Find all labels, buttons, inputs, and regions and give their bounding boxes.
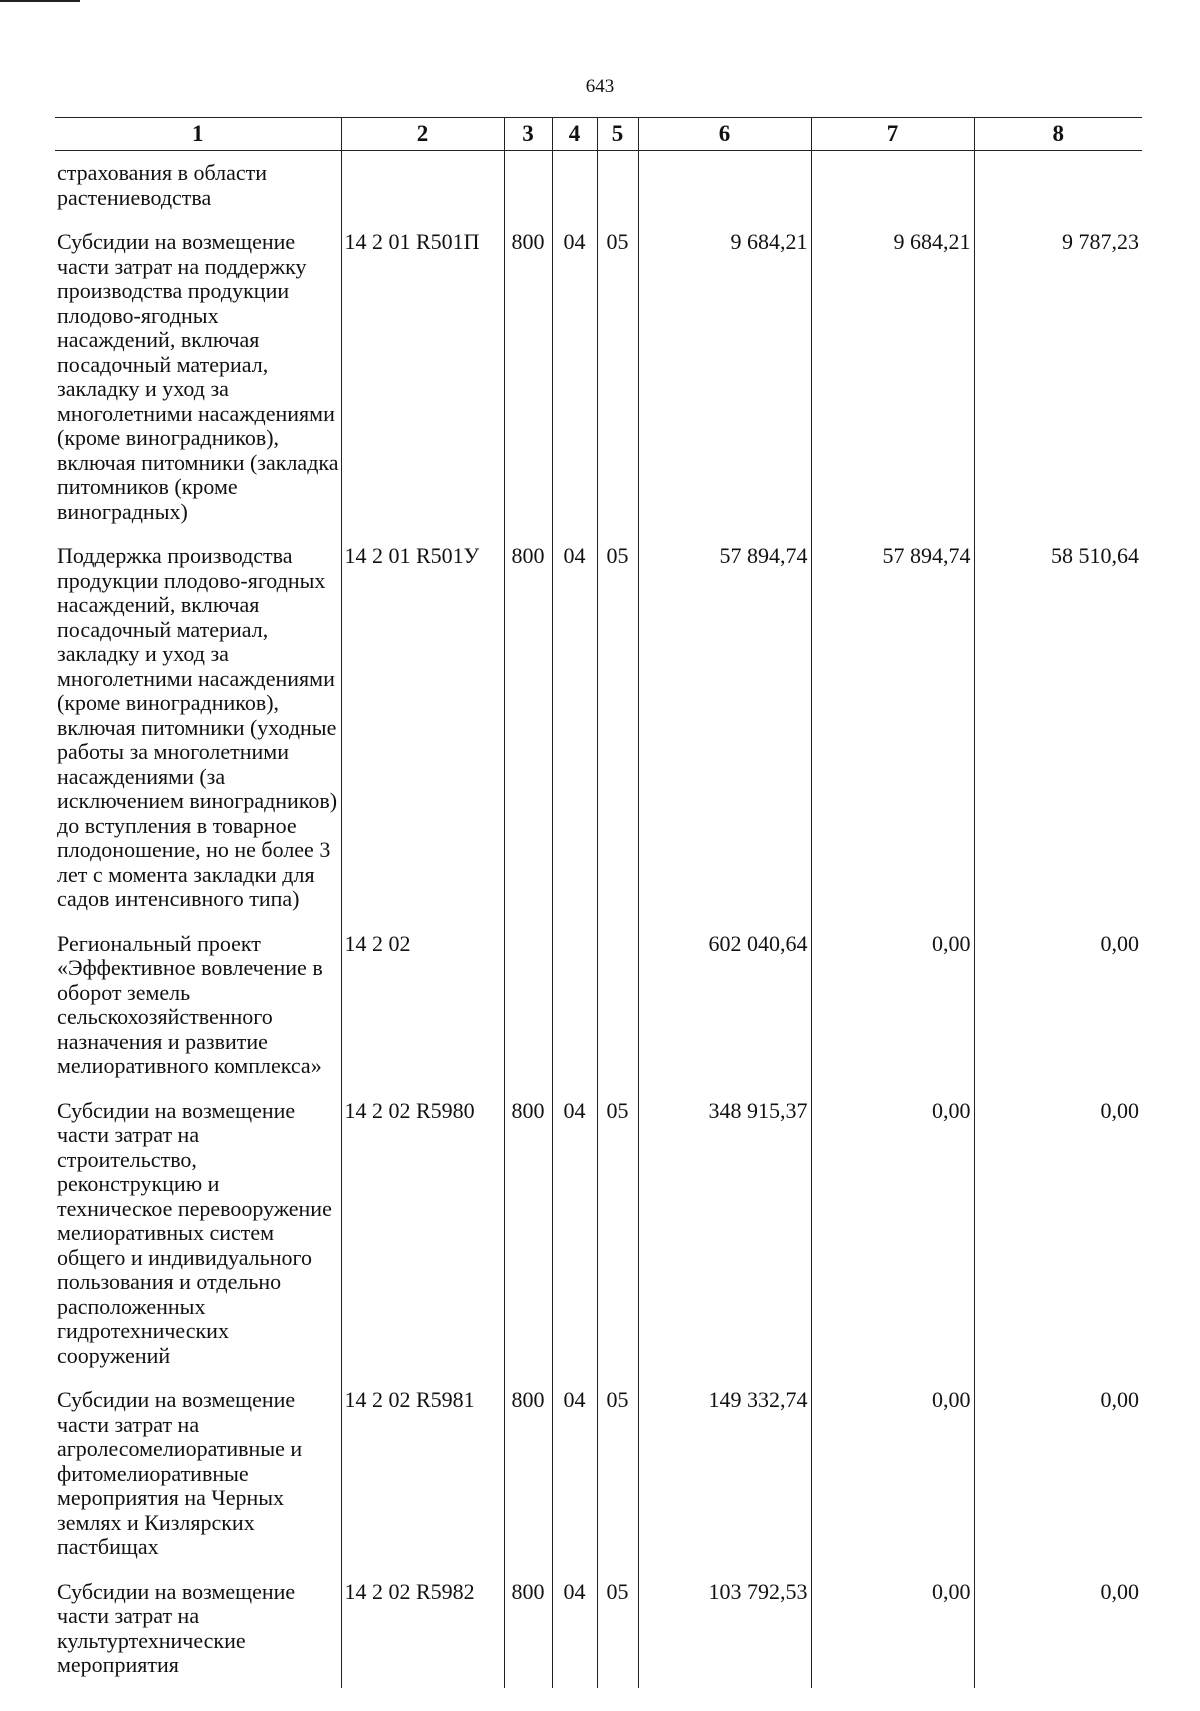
table-header-row (55, 118, 1142, 151)
row-c4: 04 (552, 1099, 597, 1389)
table-row (55, 1388, 1142, 1580)
row-c7: 0,00 (811, 1388, 974, 1580)
table-row (55, 230, 1142, 544)
column-header: 2 (341, 118, 504, 151)
row-c6: 9 684,21 (638, 230, 811, 544)
row-c4: 04 (552, 1580, 597, 1688)
row-c7: 9 684,21 (811, 230, 974, 544)
row-code: 14 2 02 R5980 (341, 1099, 504, 1389)
row-code: 14 2 01 R501У (341, 544, 504, 932)
row-name: страхования в области растениеводства (57, 160, 268, 210)
column-header: 6 (638, 118, 811, 151)
row-c7: 0,00 (811, 1099, 974, 1389)
row-code: 14 2 02 R5981 (341, 1388, 504, 1580)
row-c4: 04 (552, 230, 597, 544)
row-c8: 58 510,64 (974, 544, 1142, 932)
row-c3: 800 (504, 1580, 552, 1688)
table-row (55, 1099, 1142, 1389)
row-name: Субсидии на возмещение части затрат на строительство, реконструкцию и техническое перевооружение мелиоративных систем общего и индивидуального пользования и отдельно расположенных гидротехнических сооружений (57, 1097, 332, 1368)
row-c6: 57 894,74 (638, 544, 811, 932)
row-code: 14 2 01 R501П (341, 230, 504, 544)
row-c6: 602 040,64 (638, 932, 811, 1099)
row-code (341, 151, 504, 231)
row-c3: 800 (504, 1099, 552, 1389)
column-header: 7 (811, 118, 974, 151)
row-c5 (597, 151, 638, 231)
row-c8: 0,00 (974, 932, 1142, 1099)
row-c7: 57 894,74 (811, 544, 974, 932)
budget-table (55, 117, 1142, 1688)
row-c5: 05 (597, 1580, 638, 1688)
row-code: 14 2 02 R5982 (341, 1580, 504, 1688)
row-c3 (504, 151, 552, 231)
row-name: Поддержка производства продукции плодово-ягодных насаждений, включая посадочный материал, закладку и уход за многолетними насаждениями (кроме виноградников), включая питомники (уходные работы за многолетними насаждениями (за исключением виноградников) до вступления в товарное плодоношение, но не более 3 лет с момента закладки для садов интенсивного типа) (57, 543, 338, 911)
scan-corner-mark (0, 0, 80, 2)
row-c6 (638, 151, 811, 231)
column-header: 5 (597, 118, 638, 151)
column-header: 8 (974, 118, 1142, 151)
row-c6: 348 915,37 (638, 1099, 811, 1389)
row-code: 14 2 02 (341, 932, 504, 1099)
page-number: 643 (585, 76, 615, 97)
table-row (55, 1580, 1142, 1688)
table-row (55, 544, 1142, 932)
row-c5: 05 (597, 1388, 638, 1580)
column-header: 3 (504, 118, 552, 151)
row-c5: 05 (597, 544, 638, 932)
row-c5: 05 (597, 230, 638, 544)
row-c3 (504, 932, 552, 1099)
row-c3: 800 (504, 544, 552, 932)
row-c7: 0,00 (811, 932, 974, 1099)
row-c4 (552, 151, 597, 231)
row-c3: 800 (504, 230, 552, 544)
row-c8 (974, 151, 1142, 231)
row-c4: 04 (552, 1388, 597, 1580)
row-name: Субсидии на возмещение части затрат на культуртехнические мероприятия (57, 1578, 296, 1677)
row-c8: 9 787,23 (974, 230, 1142, 544)
table-row (55, 932, 1142, 1099)
row-name: Региональный проект «Эффективное вовлечение в оборот земель сельскохозяйственного назначения и развитие мелиоративного комплекса» (57, 930, 323, 1078)
row-c7: 0,00 (811, 1580, 974, 1688)
table-row (55, 151, 1142, 231)
row-c7 (811, 151, 974, 231)
row-c8: 0,00 (974, 1099, 1142, 1389)
row-c6: 149 332,74 (638, 1388, 811, 1580)
column-header: 1 (55, 118, 341, 151)
row-c5 (597, 932, 638, 1099)
row-c8: 0,00 (974, 1388, 1142, 1580)
column-header: 4 (552, 118, 597, 151)
row-c4 (552, 932, 597, 1099)
row-c5: 05 (597, 1099, 638, 1389)
row-name: Субсидии на возмещение части затрат на поддержку производства продукции плодово-ягодных насаждений, включая посадочный материал, закладку и уход за многолетними насаждениями (кроме виноградников), включая питомники (закладка питомников (кроме виноградных) (57, 229, 339, 524)
row-c6: 103 792,53 (638, 1580, 811, 1688)
row-c8: 0,00 (974, 1580, 1142, 1688)
row-c4: 04 (552, 544, 597, 932)
row-name: Субсидии на возмещение части затрат на агролесомелиоративные и фитомелиоративные мероприятия на Черных землях и Кизлярских пастбищах (57, 1387, 303, 1559)
row-c3: 800 (504, 1388, 552, 1580)
